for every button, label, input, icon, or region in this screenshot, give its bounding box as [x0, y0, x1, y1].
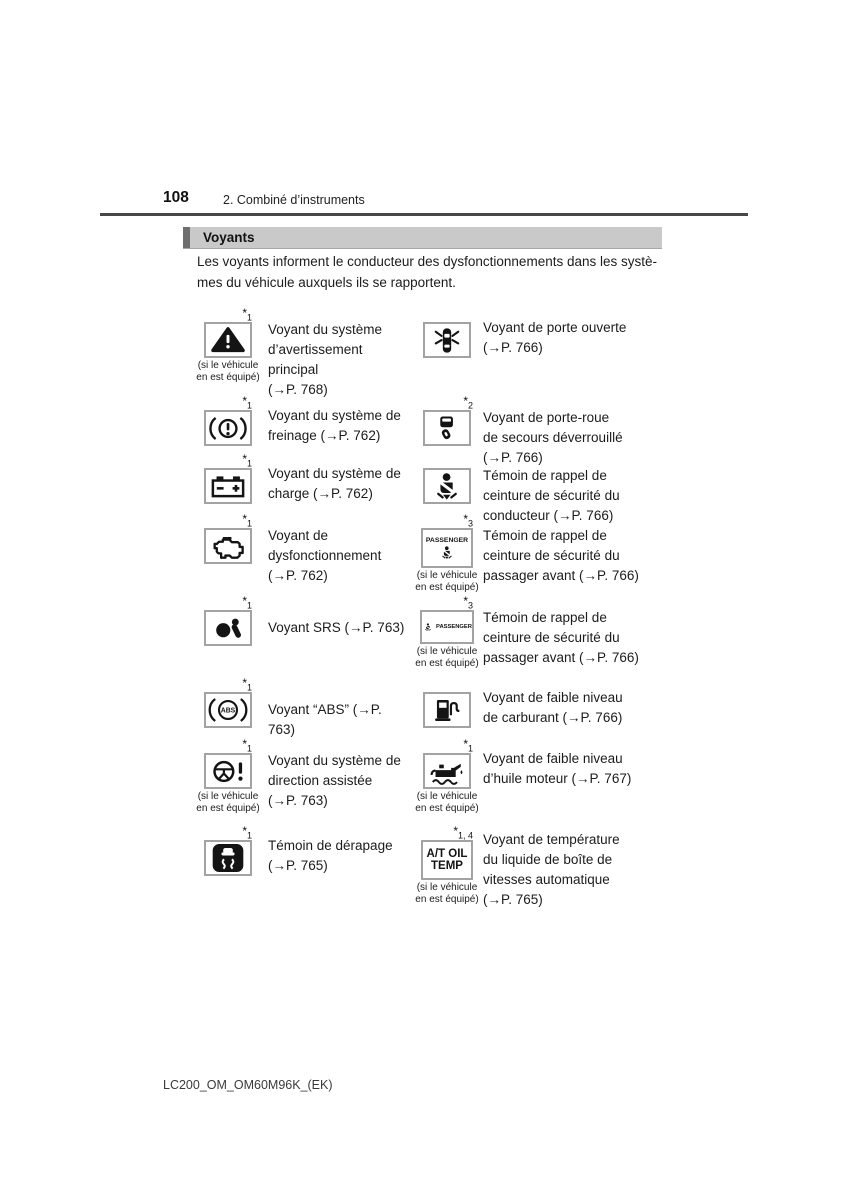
indicator-icon-cell [411, 394, 483, 452]
section-header [183, 227, 662, 249]
footnote-marker: $*_1$ [242, 452, 252, 469]
footnote-marker [411, 676, 483, 692]
indicator-icon-cell [196, 306, 260, 394]
indicator-icon-cell [196, 452, 260, 512]
door-open-icon [423, 322, 471, 358]
indicator-description: Témoin de rappel de ceinture de sécurité du passager avant (→P. 766) [483, 528, 639, 583]
footnote-marker: $*_1$ [242, 512, 252, 529]
indicator-description: Voyant de faible niveau d’huile moteur (→P. 767) [483, 751, 632, 786]
footnote-marker: $*_1$ [463, 737, 473, 754]
master-warning-icon [204, 322, 252, 358]
indicator-description: Voyant de porte-roue de secours déverrouillé (→P. 766) [483, 410, 623, 465]
svg-text:ABS: ABS [220, 707, 236, 715]
indicator-description: Voyant de température du liquide de boîte de vitesses automatique (→P. 765) [483, 832, 620, 907]
indicator-description: Voyant du système de direction assistée (→P. 763) [268, 753, 401, 808]
abs-icon [204, 692, 252, 728]
passenger-label: PASSENGER [436, 624, 472, 630]
equipped-note: (si le véhicule en est équipé) [415, 646, 479, 669]
equipped-note: (si le véhicule en est équipé) [415, 791, 479, 814]
intro-text [197, 251, 677, 293]
seatbelt-icon [423, 468, 471, 504]
indicator-icon-cell [196, 512, 260, 594]
equipped-note: (si le véhicule en est équipé) [196, 791, 260, 814]
footnote-marker: $*_1$ [242, 594, 252, 611]
indicator-description: Voyant de faible niveau de carburant (→P. 766) [483, 690, 623, 725]
footnote-marker [411, 306, 483, 322]
indicator-icon-cell [411, 306, 483, 394]
intro-line-1: Les voyants informent le conducteur des dysfonctionnements dans les systè- [197, 254, 657, 269]
indicator-description: Témoin de dérapage (→P. 765) [268, 838, 393, 873]
spare-tire-icon [423, 410, 471, 446]
steering-icon [204, 753, 252, 789]
indicator-table [196, 306, 676, 954]
indicator-icon-cell [411, 824, 483, 954]
indicator-icon-cell [411, 737, 483, 824]
equipped-note: (si le véhicule en est équipé) [415, 882, 479, 905]
indicator-description: Voyant du système d’avertissement principal (→P. 768) [268, 322, 383, 397]
footnote-marker [411, 452, 483, 468]
intro-line-2: mes du véhicule auxquels ils se rapportent. [197, 275, 456, 290]
footnote-marker: $*_1$ [242, 737, 252, 754]
srs-airbag-icon [204, 610, 252, 646]
battery-icon [204, 468, 252, 504]
footnote-marker: $*_1$ [242, 306, 252, 323]
section-accent-bar [183, 227, 190, 248]
passenger-label: PASSENGER [425, 536, 469, 544]
header-rule [100, 213, 748, 216]
indicator-icon-cell [411, 594, 483, 676]
indicator-description: Voyant du système de freinage (→P. 762) [268, 408, 401, 443]
passenger-stacked-icon [421, 528, 473, 568]
footnote-marker: $*_3$ [463, 512, 473, 529]
passenger-horizontal-icon [420, 610, 474, 644]
indicator-description: Voyant “ABS” (→P. 763) [268, 702, 382, 737]
brake-icon [204, 410, 252, 446]
indicator-icon-cell [196, 737, 260, 824]
indicator-icon-cell [411, 512, 483, 594]
indicator-icon-cell [196, 824, 260, 954]
indicator-description: Voyant de dysfonctionnement (→P. 762) [268, 528, 382, 583]
footnote-marker: $*_3$ [463, 594, 473, 611]
indicator-description: Voyant du système de charge (→P. 762) [268, 466, 401, 501]
fuel-icon [423, 692, 471, 728]
page-number: 108 [163, 189, 189, 206]
chapter-title: 2. Combiné d’instruments [223, 193, 365, 207]
document-code: LC200_OM_OM60M96K_(EK) [163, 1078, 333, 1092]
footnote-marker: $*_1$ [242, 824, 252, 841]
engine-icon [204, 528, 252, 564]
at-oil-temp-label: A/T OIL TEMP [426, 847, 468, 872]
footnote-marker: $*_{1, 4}$ [453, 824, 473, 841]
skid-icon [204, 840, 252, 876]
footnote-marker: $*_1$ [242, 394, 252, 411]
footnote-marker: $*_1$ [242, 676, 252, 693]
indicator-description: Témoin de rappel de ceinture de sécurité du passager avant (→P. 766) [483, 610, 639, 665]
indicator-icon-cell [411, 452, 483, 512]
indicator-description: Voyant SRS (→P. 763) [268, 620, 405, 635]
oil-icon [423, 753, 471, 789]
equipped-note: (si le véhicule en est équipé) [196, 360, 260, 383]
at-oil-temp-icon [421, 840, 473, 880]
section-title: Voyants [203, 230, 255, 245]
indicator-icon-cell [196, 394, 260, 452]
indicator-description: Voyant de porte ouverte (→P. 766) [483, 320, 627, 355]
indicator-description: Témoin de rappel de ceinture de sécurité du conducteur (→P. 766) [483, 468, 620, 523]
indicator-icon-cell [196, 676, 260, 737]
equipped-note: (si le véhicule en est équipé) [415, 570, 479, 593]
indicator-icon-cell [411, 676, 483, 737]
footnote-marker: $*_2$ [463, 394, 473, 411]
indicator-icon-cell [196, 594, 260, 676]
